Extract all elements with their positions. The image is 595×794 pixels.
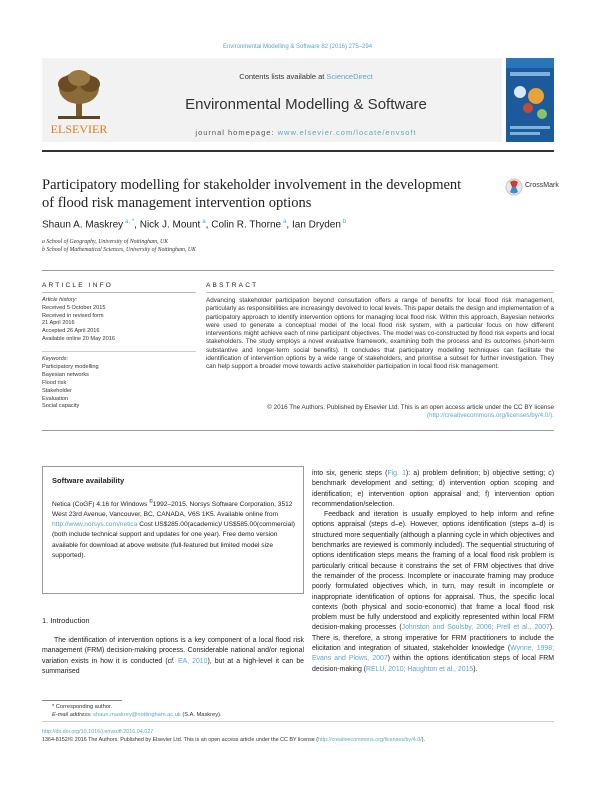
author-affiliation-mark[interactable]: b <box>342 219 347 225</box>
keyword-list <box>42 364 196 411</box>
article-title: Participatory modelling for stakeholder involvement in the development of flood risk management intervention options <box>42 177 462 211</box>
introduction-text <box>42 636 304 677</box>
abstract-bottom-divider <box>42 430 554 431</box>
author-separator: , <box>286 219 292 231</box>
journal-name: Environmental Modelling & Software <box>185 96 427 113</box>
author-name[interactable]: Shaun A. Maskrey <box>42 219 124 231</box>
software-text-b: 1992–2015. Norsys Software Corporation, 3512 West 23rd Avenue, Vancouver, BC, CANADA, V6S 1K5. Available online from <box>52 501 293 519</box>
email-line <box>52 711 302 719</box>
sciencedirect-link[interactable]: ScienceDirect <box>326 72 373 81</box>
p2-text-b: ). There is, therefore, a strong imperative for FRM practitioners to include the elicitation and integration of situated, stakeholder knowledge ( <box>312 624 554 653</box>
author-name[interactable]: Nick J. Mount <box>139 219 201 231</box>
history-item: Received in revised form <box>42 312 104 319</box>
ref-relu-haughton[interactable]: RELU, 2010; Haughton et al., 2015 <box>366 665 474 673</box>
author-affiliation-mark[interactable]: a, * <box>125 219 135 225</box>
copyright-line <box>42 737 554 743</box>
affiliation-a: a School of Geography, University of Nottingham, UK <box>42 239 169 245</box>
software-text <box>52 497 295 561</box>
copyright-text-b: ). <box>421 737 426 743</box>
footnote-divider <box>42 700 122 701</box>
p2-text-c: ) within the options identification steps of local FRM decision-making ( <box>312 655 554 673</box>
footer-divider <box>42 721 554 722</box>
header-divider <box>42 150 554 152</box>
crossmark-badge[interactable] <box>505 178 561 198</box>
crossmark-label: CrossMark <box>525 182 559 189</box>
intro-text-b: ), but at a high-level it can be summarised <box>42 657 304 675</box>
software-text-a: Netica (CoGF) 4.16 for Windows <box>52 501 150 509</box>
history-item: Received 5 October 2015 <box>42 304 106 311</box>
author-affiliation-mark[interactable]: a <box>202 219 206 225</box>
right-paragraph-1 <box>312 469 554 510</box>
p1-text-b: ): a) problem definition; b) objective setting; c) benchmark development and setting; d) intervention option scoping and identification; e) intervention option appraisal and; f) intervention option recommendation/selection. <box>312 470 555 508</box>
article-history <box>42 297 196 344</box>
p1-text-a: into six, generic steps ( <box>312 470 388 477</box>
history-item: Available online 20 May 2016 <box>42 335 115 342</box>
email-suffix: (S.A. Maskrey). <box>180 712 222 718</box>
crossmark-icon <box>505 178 523 196</box>
doi-link[interactable]: http://dx.doi.org/10.1016/j.envsoft.2016.04.027 <box>42 729 154 735</box>
keyword-item: Participatory modelling <box>42 363 99 370</box>
right-paragraph-2 <box>312 510 554 675</box>
copyright-text-a: 1364-8152/© 2016 The Authors. Published by Elsevier Ltd. This is an open access article under the CC BY license ( <box>42 737 319 743</box>
elsevier-logo[interactable] <box>48 66 110 136</box>
history-list <box>42 305 196 344</box>
author-list <box>42 219 512 230</box>
affiliation-b: b School of Mathematical Sciences, University of Nottingham, UK <box>42 247 196 253</box>
abstract-divider <box>206 292 554 293</box>
author-name[interactable]: Ian Dryden <box>291 219 341 231</box>
journal-citation[interactable]: Environmental Modelling & Software 82 (2016) 275–294 <box>222 44 373 50</box>
history-item: 21 April 2016 <box>42 320 75 327</box>
email-label: E-mail address: <box>52 712 94 718</box>
keyword-item: Evaluation <box>42 395 69 402</box>
history-divider <box>42 351 196 352</box>
intro-text-a: The identification of intervention options is a key component of a local flood risk management (FRM) decision-making process. Considerable national and/or regional variation exists in how it is conducted ( <box>42 637 304 665</box>
license-text: © 2016 The Authors. Published by Elsevier Ltd. This is an open access article under the CC BY license <box>267 404 554 411</box>
copyright-license-link[interactable]: http://creativecommons.org/licenses/by/4.0/ <box>318 737 422 743</box>
software-text-c: Cost US$285.00(academic)/ US$585.00(commercial) (both include technical support and updates for one year). Free demo version available for download at above website (full-featured but limited model size supported). <box>52 521 295 559</box>
contents-prefix: Contents lists available at <box>239 72 327 81</box>
history-item: Accepted 26 April 2016 <box>42 328 100 335</box>
author-separator: , <box>205 219 212 231</box>
abstract-text: Advancing stakeholder participation beyond consultation offers a range of benefits for local flood risk management, particularly as responsibilities are increasingly devolved to local levels. This paper details the design and implementation of a participatory approach to identify intervention options for managing local flood risk. Within this approach, Bayesian networks were used to generate a conceptual model of the local flood risk system, with a particular focus on how different interventions might achieve each of nine participant objectives. The model was co-constructed by flood risk experts and local stakeholders. The study employs a novel evaluative framework, examining both the process and its outcomes (short-term substantive and longer-term social benefits). It concludes that participatory modelling techniques can facilitate the identification of intervention options by a wide range of stakeholders, and prioritise a subset for further investigation. They can help support a broader move towards active stakeholder participation in local flood risk management. <box>206 297 554 371</box>
ref-johnston-prell[interactable]: Johnston and Soulsby, 2006; Prell et al., 2007 <box>401 624 550 632</box>
homepage-prefix: journal homepage: <box>195 128 278 137</box>
abstract-heading: ABSTRACT <box>206 282 259 289</box>
keywords-block <box>42 356 196 411</box>
homepage-link[interactable]: www.elsevier.com/locate/envsoft <box>277 128 417 137</box>
email-link[interactable]: shaun.maskrey@nottingham.ac.uk <box>93 712 181 718</box>
license-link[interactable]: (http://creativecommons.org/licenses/by/4.0/). <box>426 412 554 420</box>
publisher-wordmark: ELSEVIER <box>50 122 108 136</box>
article-info-heading: ARTICLE INFO <box>42 282 114 289</box>
author-name[interactable]: Colin R. Thorne <box>211 219 282 231</box>
author-affiliation-mark[interactable]: a <box>283 219 287 225</box>
copyright-mark: © <box>149 499 153 505</box>
keyword-item: Flood risk <box>42 379 67 386</box>
contents-available <box>110 72 502 81</box>
journal-cover-thumbnail[interactable] <box>506 58 554 142</box>
software-title: Software availability <box>52 476 125 485</box>
journal-homepage <box>110 128 502 137</box>
intro-cf: cf. <box>167 657 175 665</box>
netica-link[interactable]: http://www.norsys.com/netica <box>52 521 138 529</box>
abstract-license <box>206 404 554 421</box>
keywords-heading: Keywords: <box>42 356 69 362</box>
keyword-item: Stakeholder <box>42 387 72 394</box>
p2-text-a: Feedback and iteration is usually employed to help inform and refine options appraisal (steps d–e). However, options identification (steps a–d) is structured more sequentially (although a planning cycle in which objectives and benchmarks are reviewed is commonly included). The sequential structuring of options identification steps means the framing of a local flood risk problem is particularly critical because it constrains the set of FRM objectives that drive the remainder of the process. Incomplete or inaccurate framing may produce poorly formulated objectives which, in turn, may result in incomplete or inappropriate identification of options for appraisal. Thus, the specific local contexts (both physical and socio-economic) that frame a local flood risk problem must be fully understood and explicitly represented within local FRM decision-making processes ( <box>312 511 554 632</box>
intro-ref-ea[interactable]: EA, 2010 <box>174 657 208 665</box>
title-divider <box>42 270 554 271</box>
corresponding-author: * Corresponding author. <box>52 704 113 710</box>
history-heading: Article history: <box>42 297 78 303</box>
keyword-item: Bayesian networks <box>42 371 89 378</box>
author-separator: , <box>134 219 140 231</box>
introduction-heading: 1. Introduction <box>42 616 90 625</box>
p2-text-d: ). <box>473 665 478 673</box>
footnote <box>52 703 302 719</box>
article-info-divider <box>42 292 196 293</box>
fig1-link[interactable]: Fig. 1 <box>387 470 406 477</box>
ref-wynne-evans[interactable]: Wynne, 1998; Evans and Plows, 2007 <box>312 645 554 663</box>
keyword-item: Social capacity <box>42 403 80 410</box>
right-column-text <box>312 469 554 675</box>
